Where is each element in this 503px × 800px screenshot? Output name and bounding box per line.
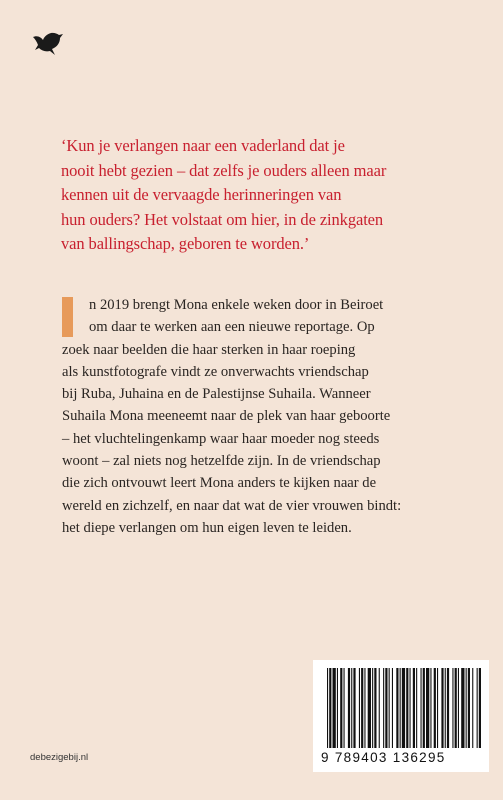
barcode-bar [441, 668, 443, 748]
blurb-line: wereld en zichzelf, en naar dat wat de vier vrouwen bindt: [62, 497, 402, 514]
barcode-bar [392, 668, 393, 748]
barcode-bar [413, 668, 415, 748]
blurb-line: het diepe verlangen om hun eigen leven te leiden. [62, 519, 352, 536]
blurb-line: zoek naar beelden die haar sterken in haar roeping [62, 341, 356, 358]
blurb-text [62, 294, 489, 539]
quote-block [61, 134, 481, 257]
barcode-bar [379, 668, 380, 748]
bird-icon [32, 31, 64, 57]
barcode-bars [313, 660, 489, 752]
blurb-line: als kunstfotografe vindt ze onverwachts vriendschap [62, 363, 369, 380]
barcode-bar [385, 668, 387, 748]
barcode-bar [416, 668, 417, 748]
barcode-bar [364, 668, 365, 748]
quote-line: nooit hebt gezien – dat zelfs je ouders alleen maar [61, 160, 387, 180]
barcode-bar [396, 668, 398, 748]
barcode-bar [344, 668, 345, 748]
barcode-bar [477, 668, 478, 748]
barcode-bar [461, 668, 464, 748]
barcode-bar [452, 668, 453, 748]
publisher-website: debezigebij.nl [30, 752, 89, 763]
barcode-bar [430, 668, 431, 748]
barcode-bar [340, 668, 342, 748]
barcode-bar [374, 668, 376, 748]
blurb-line: woont – zal niets nog hetzelfde zijn. In de vriendschap [62, 453, 381, 470]
barcode-bar [406, 668, 408, 748]
blurb-line: n 2019 brengt Mona enkele weken door in Beiroet [89, 297, 384, 313]
barcode-bar [327, 668, 328, 748]
isbn-number: 9 789403 136295 [321, 750, 446, 765]
barcode-bar [372, 668, 373, 748]
barcode-bar [361, 668, 363, 748]
barcode-bar [455, 668, 457, 748]
barcode-bar [410, 668, 411, 748]
barcode [313, 660, 489, 772]
drop-cap-bar [62, 297, 73, 337]
barcode-bar [458, 668, 459, 748]
barcode-bar [468, 668, 470, 748]
barcode-bar [329, 668, 331, 748]
quote-line: ‘Kun je verlangen naar een vaderland dat je [61, 136, 345, 155]
barcode-bar [423, 668, 425, 748]
barcode-bar [421, 668, 422, 748]
barcode-bar [348, 668, 350, 748]
quote-line: van ballingschap, geboren te worden.’ [61, 234, 310, 254]
barcode-bar [400, 668, 401, 748]
barcode-bar [426, 668, 429, 748]
barcode-bar [437, 668, 438, 748]
barcode-bar [447, 668, 449, 748]
blurb-line: bij Ruba, Juhaina en de Palestijnse Suhaila. Wanneer [62, 386, 371, 403]
blurb-line: om daar te werken aan een nieuwe reportage. Op [89, 319, 375, 336]
barcode-bar [353, 668, 355, 748]
quote-line: kennen uit de vervaagde herinneringen van [61, 185, 342, 205]
barcode-bar [445, 668, 446, 748]
barcode-bar [389, 668, 390, 748]
barcode-bar [479, 668, 481, 748]
barcode-bar [337, 668, 338, 748]
quote-line: hun ouders? Het volstaat om hier, in de zinkgaten [61, 209, 384, 229]
blurb-line: Suhaila Mona meeneemt naar de plek van haar geboorte [62, 408, 391, 425]
blurb-line: die zich ontvouwt leert Mona anders te kijken naar de [62, 475, 377, 492]
blurb-line: – het vluchtelingenkamp waar haar moeder nog steeds [62, 430, 380, 447]
barcode-bar [402, 668, 405, 748]
barcode-bar [466, 668, 467, 748]
barcode-bar [351, 668, 352, 748]
barcode-bar [472, 668, 473, 748]
barcode-bar [434, 668, 436, 748]
barcode-bar [383, 668, 384, 748]
barcode-bar [333, 668, 336, 748]
barcode-bar [368, 668, 371, 748]
barcode-bar [359, 668, 360, 748]
